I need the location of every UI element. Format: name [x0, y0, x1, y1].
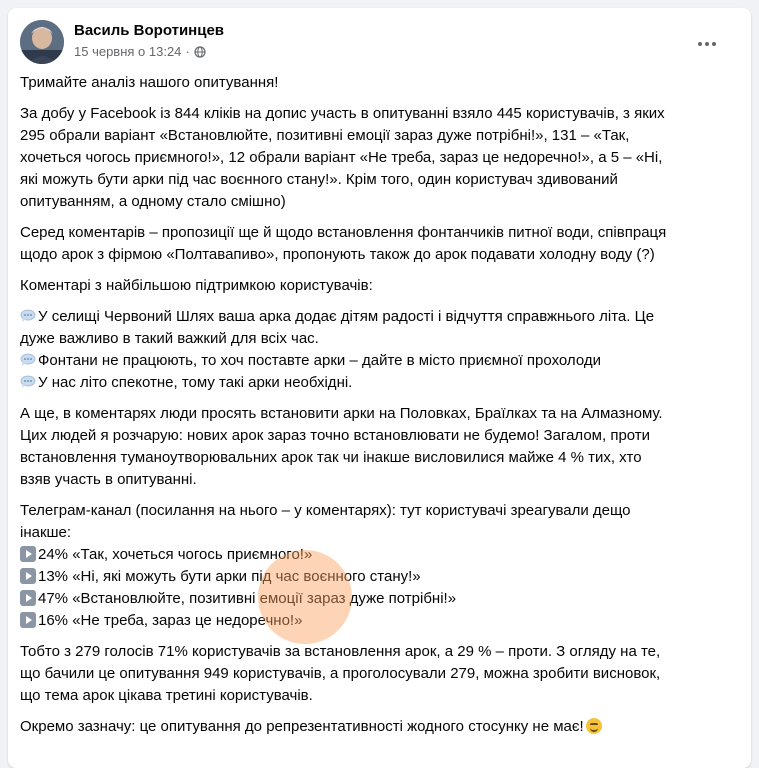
- comment-item: У нас літо спекотне, тому такі арки необхідні.: [20, 372, 737, 394]
- post-timestamp[interactable]: 15 червня о 13:24: [74, 44, 182, 59]
- play-button-icon: [20, 590, 36, 606]
- comment-item: Фонтани не працюють, то хоч поставте арки – дайте в місто приємної прохолоди: [20, 350, 737, 372]
- globe-icon: [194, 46, 206, 58]
- speech-bubble-icon: [20, 375, 36, 389]
- post-card: [8, 8, 751, 768]
- post-body: [20, 72, 737, 747]
- post-paragraph: Серед коментарів – пропозиції ще й щодо встановлення фонтанчиків питної води, співпраця щодо арок з фірмою «Полтавапиво», пропонують також до арок подавати холодну воду (?): [20, 224, 667, 263]
- meta-separator: ·: [185, 44, 190, 59]
- smile-emoji-icon: [586, 718, 602, 734]
- post-paragraph: За добу у Facebook із 844 кліків на допис участь в опитуванні взяло 445 користувачів, з яких 295 обрали варіант «Встановлюйте, позитивні емоції зараз дуже потрібні!», 131 – «Так, хочеться чогось приємного!», 12 обрали варіант «Не треба, зараз це недоречно!», а 5 – «Ні, які можуть бути арки під час воєнного стану!». Крім того, один користувач здивований опитуванням, а одному стало смішно): [20, 105, 665, 210]
- author-name[interactable]: Василь Воротинцев: [74, 22, 225, 39]
- telegram-result-item: 16% «Не треба, зараз це недоречно!»: [20, 610, 737, 632]
- play-button-icon: [20, 612, 36, 628]
- post-paragraph: Коментарі з найбільшою підтримкою користувачів:: [20, 277, 373, 294]
- more-horizontal-icon[interactable]: [693, 36, 721, 52]
- post-paragraph: Окремо зазначу: це опитування до репрезентативності жодного стосунку не має!: [20, 716, 737, 738]
- post-header: [20, 18, 739, 66]
- telegram-result-item: 13% «Ні, які можуть бути арки під час воєнного стану!»: [20, 566, 737, 588]
- post-paragraph: Тримайте аналіз нашого опитування!: [20, 74, 279, 91]
- post-meta: [74, 44, 206, 59]
- author-avatar[interactable]: [20, 20, 64, 64]
- post-paragraph: Тобто з 279 голосів 71% користувачів за встановлення арок, а 29 % – проти. З огляду на те, що бачили це опитування 949 користувачів, а проголосували 279, можна зробити висновок, що тема арок цікава третині користувачів.: [20, 643, 661, 704]
- post-paragraph: А ще, в коментарях люди просять встановити арки на Половках, Браїлках та на Алмазному. Цих людей я розчарую: нових арок зараз точно встановлювати не будемо! Загалом, проти встановлення туманоутворювальних арок так чи інакше висловилися майже 4 % тих, хто взяв участь в опитуванні.: [20, 405, 663, 488]
- speech-bubble-icon: [20, 353, 36, 367]
- comments-list: У селищі Червоний Шлях ваша арка додає дітям радості і відчуття справжнього літа. Це дуже важливо в такий важкий для всіх час. Фонтани не працюють, то хоч поставте арки – дайте в місто приємної прохолоди У нас літо спекотне, тому такі арки необхідні.: [20, 306, 737, 394]
- speech-bubble-icon: [20, 309, 36, 323]
- telegram-result-item: 24% «Так, хочеться чогось приємного!»: [20, 544, 737, 566]
- comment-item: У селищі Червоний Шлях ваша арка додає дітям радості і відчуття справжнього літа. Це: [20, 306, 737, 328]
- telegram-result-item: 47% «Встановлюйте, позитивні емоції зараз дуже потрібні!»: [20, 588, 737, 610]
- play-button-icon: [20, 546, 36, 562]
- play-button-icon: [20, 568, 36, 584]
- telegram-section: Телеграм-канал (посилання на нього – у коментарях): тут користувачі зреагували дещо інакше: 24% «Так, хочеться чогось приємного!» 13% «Ні, які можуть бути арки під час воєнного стану!» 47% «Встановлюйте, позитивні емоції зараз дуже потрібні!» 16% «Не треба, зараз це недоречно!»: [20, 500, 737, 632]
